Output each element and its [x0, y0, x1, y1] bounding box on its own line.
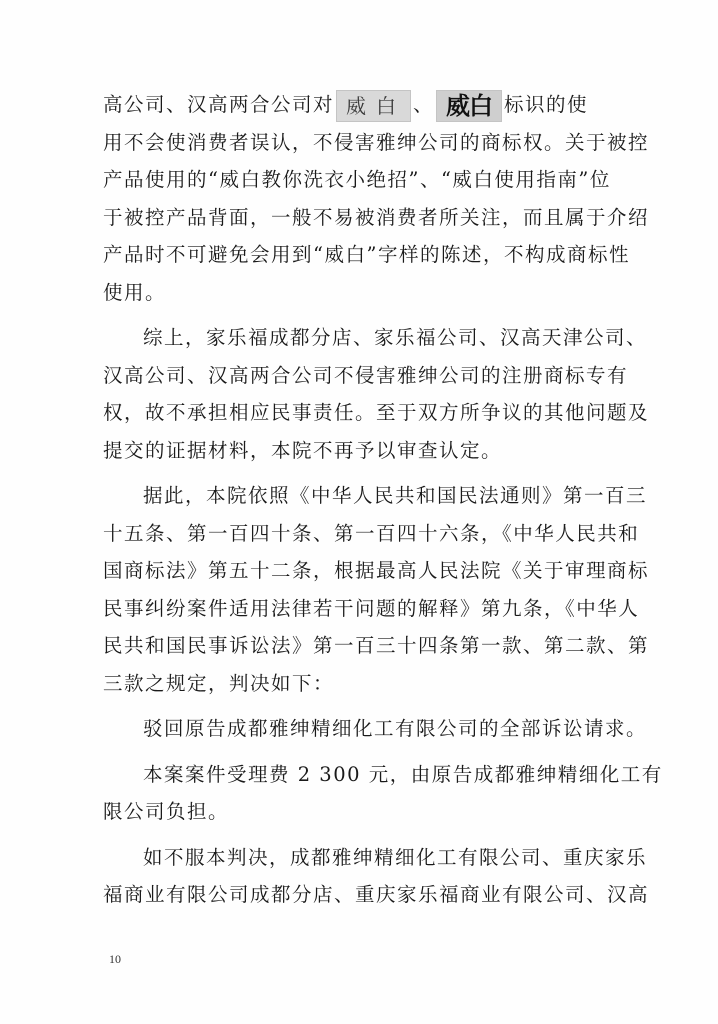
paragraph-appeal-notice	[103, 839, 650, 914]
text-line: 民事纠纷案件适用法律若干问题的解释》第九条，《中华人	[103, 596, 640, 620]
text-line: 限公司负担。	[103, 800, 230, 823]
text-line: 汉高公司、汉高两合公司不侵害雅绅公司的注册商标专有	[103, 363, 629, 387]
text-line: 综上，家乐福成都分店、家乐福公司、汉高天津公司、	[143, 326, 648, 349]
text-line: 本案案件受理费 2 300 元，由原告成都雅绅精细化工有	[143, 762, 663, 786]
text-line: 驳回原告成都雅绅精细化工有限公司的全部诉讼请求。	[143, 717, 648, 740]
text-line: 于被控产品背面，一般不易被消费者所关注，而且属于介绍	[103, 205, 650, 229]
separator-text: 、	[413, 93, 435, 116]
line-text: 高公司、汉高两合公司对	[103, 93, 335, 116]
text-line: 国商标法》第五十二条，根据最高人民法院《关于审理商标	[103, 559, 650, 582]
paragraph-trademark-analysis	[103, 86, 650, 311]
paragraph-court-fees	[103, 756, 663, 831]
text-line: 产品使用的“威白教你洗衣小绝招”、“威白使用指南”位	[103, 168, 611, 191]
paragraph-ruling	[103, 710, 648, 748]
text-line: 产品时不可避免会用到“威白”字样的陈述，不构成商标性	[103, 243, 630, 266]
text-line: 权，故不承担相应民事责任。至于双方所争议的其他问题及	[103, 401, 650, 424]
text-line: 用不会使消费者误认，不侵害雅绅公司的商标权。关于被控	[103, 130, 650, 154]
text-line: 十五条、第一百四十条、第一百四十六条，《中华人民共和	[103, 521, 640, 545]
text-line: 如不服本判决，成都雅绅精细化工有限公司、重庆家乐	[143, 845, 648, 869]
line-text: 标识的使	[504, 93, 589, 116]
text-line: 使用。	[103, 280, 167, 304]
paragraph-legal-basis	[103, 477, 650, 702]
paragraph-conclusion	[103, 319, 650, 469]
text-line: 据此，本院依照《中华人民共和国民法通则》第一百三	[143, 484, 648, 507]
text-line: 福商业有限公司成都分店、重庆家乐福商业有限公司、汉高	[103, 883, 650, 906]
trademark-image-light: 威白	[336, 90, 411, 122]
page-number: 10	[109, 952, 121, 966]
text-line	[103, 86, 623, 124]
text-line: 提交的证据材料，本院不再予以审查认定。	[103, 438, 503, 462]
text-line: 民共和国民事诉讼法》第一百三十四条第一款、第二款、第	[103, 634, 650, 657]
judgment-body-text	[103, 86, 663, 914]
text-line: 三款之规定，判决如下：	[103, 671, 335, 695]
trademark-image-bold: 威白	[436, 90, 502, 122]
